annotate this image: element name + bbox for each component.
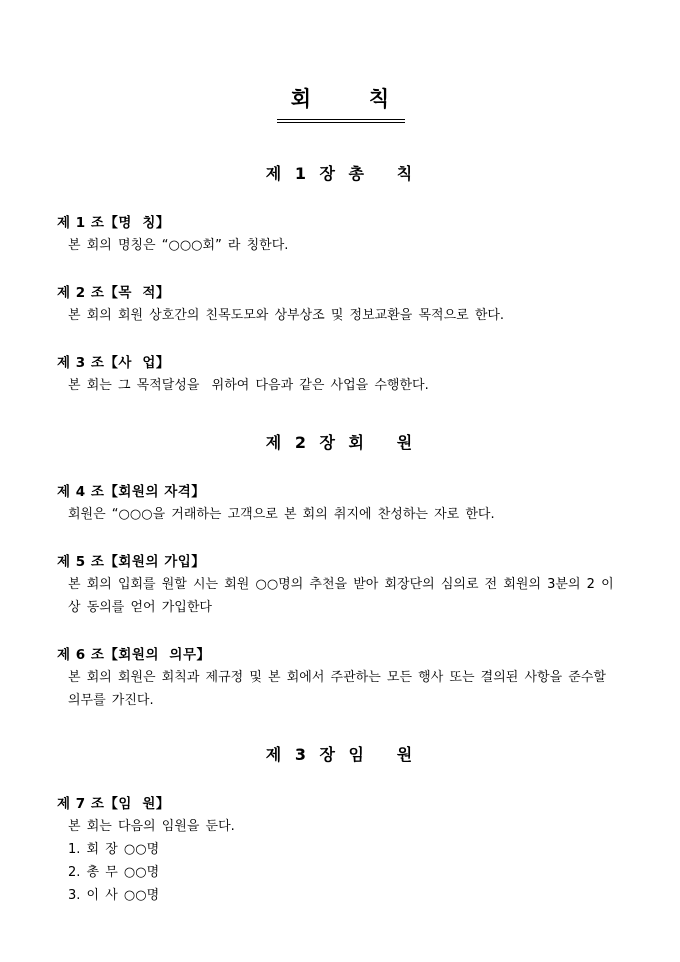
article-7-heading: 제 7 조【임 원】	[57, 796, 170, 812]
article-5-heading: 제 5 조【회원의 가입】	[57, 554, 206, 570]
article-2-body	[57, 304, 625, 327]
chapter-1-heading: 제 1 장 총 칙	[265, 164, 417, 183]
article-4-body	[57, 503, 625, 526]
article-7	[57, 794, 625, 907]
article-4	[57, 482, 625, 526]
article-6-line-1: 본 회의 회원은 회칙과 제규정 및 본 회에서 주관하는 모든 행사 또는 결의된 사항을 준수할	[68, 670, 606, 685]
article-7-list-item-3: 3. 이 사 ○○명	[68, 888, 160, 903]
article-7-body	[57, 815, 625, 907]
article-5-body	[57, 573, 625, 619]
article-7-list-item-1: 1. 회 장 ○○명	[68, 842, 160, 857]
article-2-line: 본 회의 회원 상호간의 친목도모와 상부상조 및 정보교환을 목적으로 한다.	[68, 308, 505, 323]
article-7-list-item-2: 2. 총 무 ○○명	[68, 865, 160, 880]
article-2-heading: 제 2 조【목 적】	[57, 285, 170, 301]
article-4-line: 회원은 “○○○을 거래하는 고객으로 본 회의 취지에 찬성하는 자로 한다.	[68, 507, 495, 522]
article-7-line-1: 본 회는 다음의 임원을 둔다.	[68, 819, 235, 834]
article-5-line-1: 본 회의 입회를 원할 시는 회원 ○○명의 추천을 받아 회장단의 심의로 전 회원의 3분의 2 이	[68, 577, 614, 592]
article-6-line-2: 의무를 가진다.	[68, 693, 154, 708]
article-1	[57, 213, 625, 257]
article-3	[57, 353, 625, 397]
article-1-body	[57, 234, 625, 257]
article-6-body	[57, 666, 625, 712]
document-title: 회 칙	[277, 86, 405, 123]
article-2	[57, 283, 625, 327]
article-3-body	[57, 374, 625, 397]
article-6	[57, 645, 625, 712]
article-1-line: 본 회의 명칭은 “○○○회” 라 칭한다.	[68, 238, 289, 253]
article-4-heading: 제 4 조【회원의 자격】	[57, 484, 206, 500]
document-title-block	[57, 86, 625, 123]
article-5	[57, 552, 625, 619]
article-5-line-2: 상 동의를 얻어 가입한다	[68, 600, 212, 615]
article-3-heading: 제 3 조【사 업】	[57, 355, 170, 371]
article-1-heading: 제 1 조【명 칭】	[57, 215, 170, 231]
chapter-3-heading: 제 3 장 임 원	[265, 745, 417, 764]
chapter-2-heading: 제 2 장 회 원	[265, 433, 417, 452]
article-3-line: 본 회는 그 목적달성을 위하여 다음과 같은 사업을 수행한다.	[68, 378, 429, 393]
article-6-heading: 제 6 조【회원의 의무】	[57, 647, 211, 663]
